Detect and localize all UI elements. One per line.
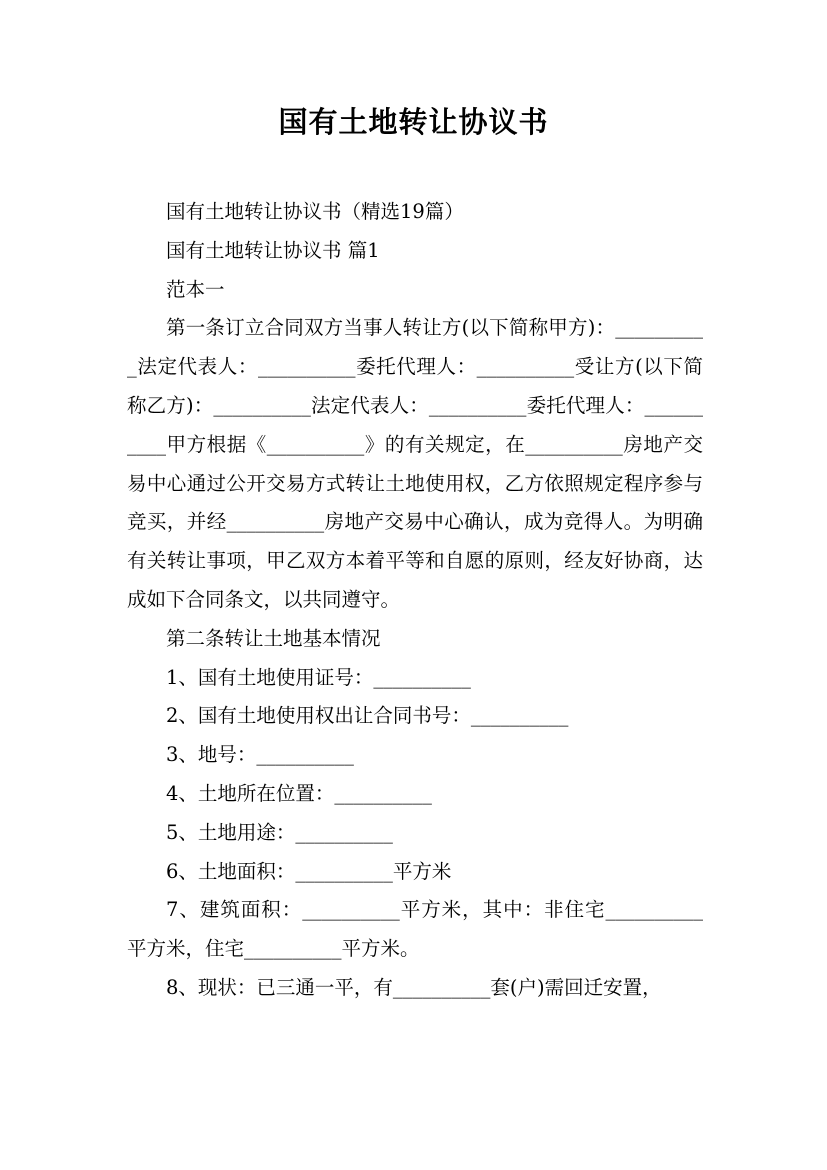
document-body <box>127 193 703 1008</box>
list-item-land-certificate: 1、国有土地使用证号：__________ <box>166 665 471 689</box>
list-item-contract-number: 2、国有土地使用权出让合同书号：__________ <box>166 704 569 728</box>
list-item-land-area: 6、土地面积：__________平方米 <box>166 859 452 883</box>
paragraph-article-1: 第一条订立合同双方当事人转让方(以下简称甲方)：__________法定代表人：__________委托代理人：__________受让方(以下简称乙方)：__________法定代表人：__________委托代理人：__________甲方根据《__________》的有关规定，在__________房地产交易中心通过公开交易方式转让土地使用权，乙方依照规定程序参与竞买，并经__________房地产交易中心确认，成为竞得人。为明确有关转让事项，甲乙双方本着平等和自愿的原则，经友好协商，达成如下合同条文，以共同遵守。 <box>127 316 703 611</box>
paragraph-article-2-heading: 第二条转让土地基本情况 <box>166 626 381 650</box>
list-item-building-area: 7、建筑面积：__________平方米，其中：非住宅__________平方米，住宅__________平方米。 <box>127 898 703 961</box>
list-item-lot-number: 3、地号：__________ <box>166 743 354 767</box>
document-title: 国有土地转让协议书 <box>278 105 549 139</box>
paragraph-template-label: 范本一 <box>166 277 225 301</box>
paragraph-section-heading: 国有土地转让协议书 篇1 <box>166 238 380 262</box>
list-item-location: 4、土地所在位置：__________ <box>166 781 432 805</box>
list-item-current-status: 8、现状：已三通一平，有__________套(户)需回迁安置， <box>166 975 662 999</box>
list-item-land-use: 5、土地用途：__________ <box>166 820 393 844</box>
paragraph-subtitle: 国有土地转让协议书（精选19篇） <box>166 200 464 223</box>
